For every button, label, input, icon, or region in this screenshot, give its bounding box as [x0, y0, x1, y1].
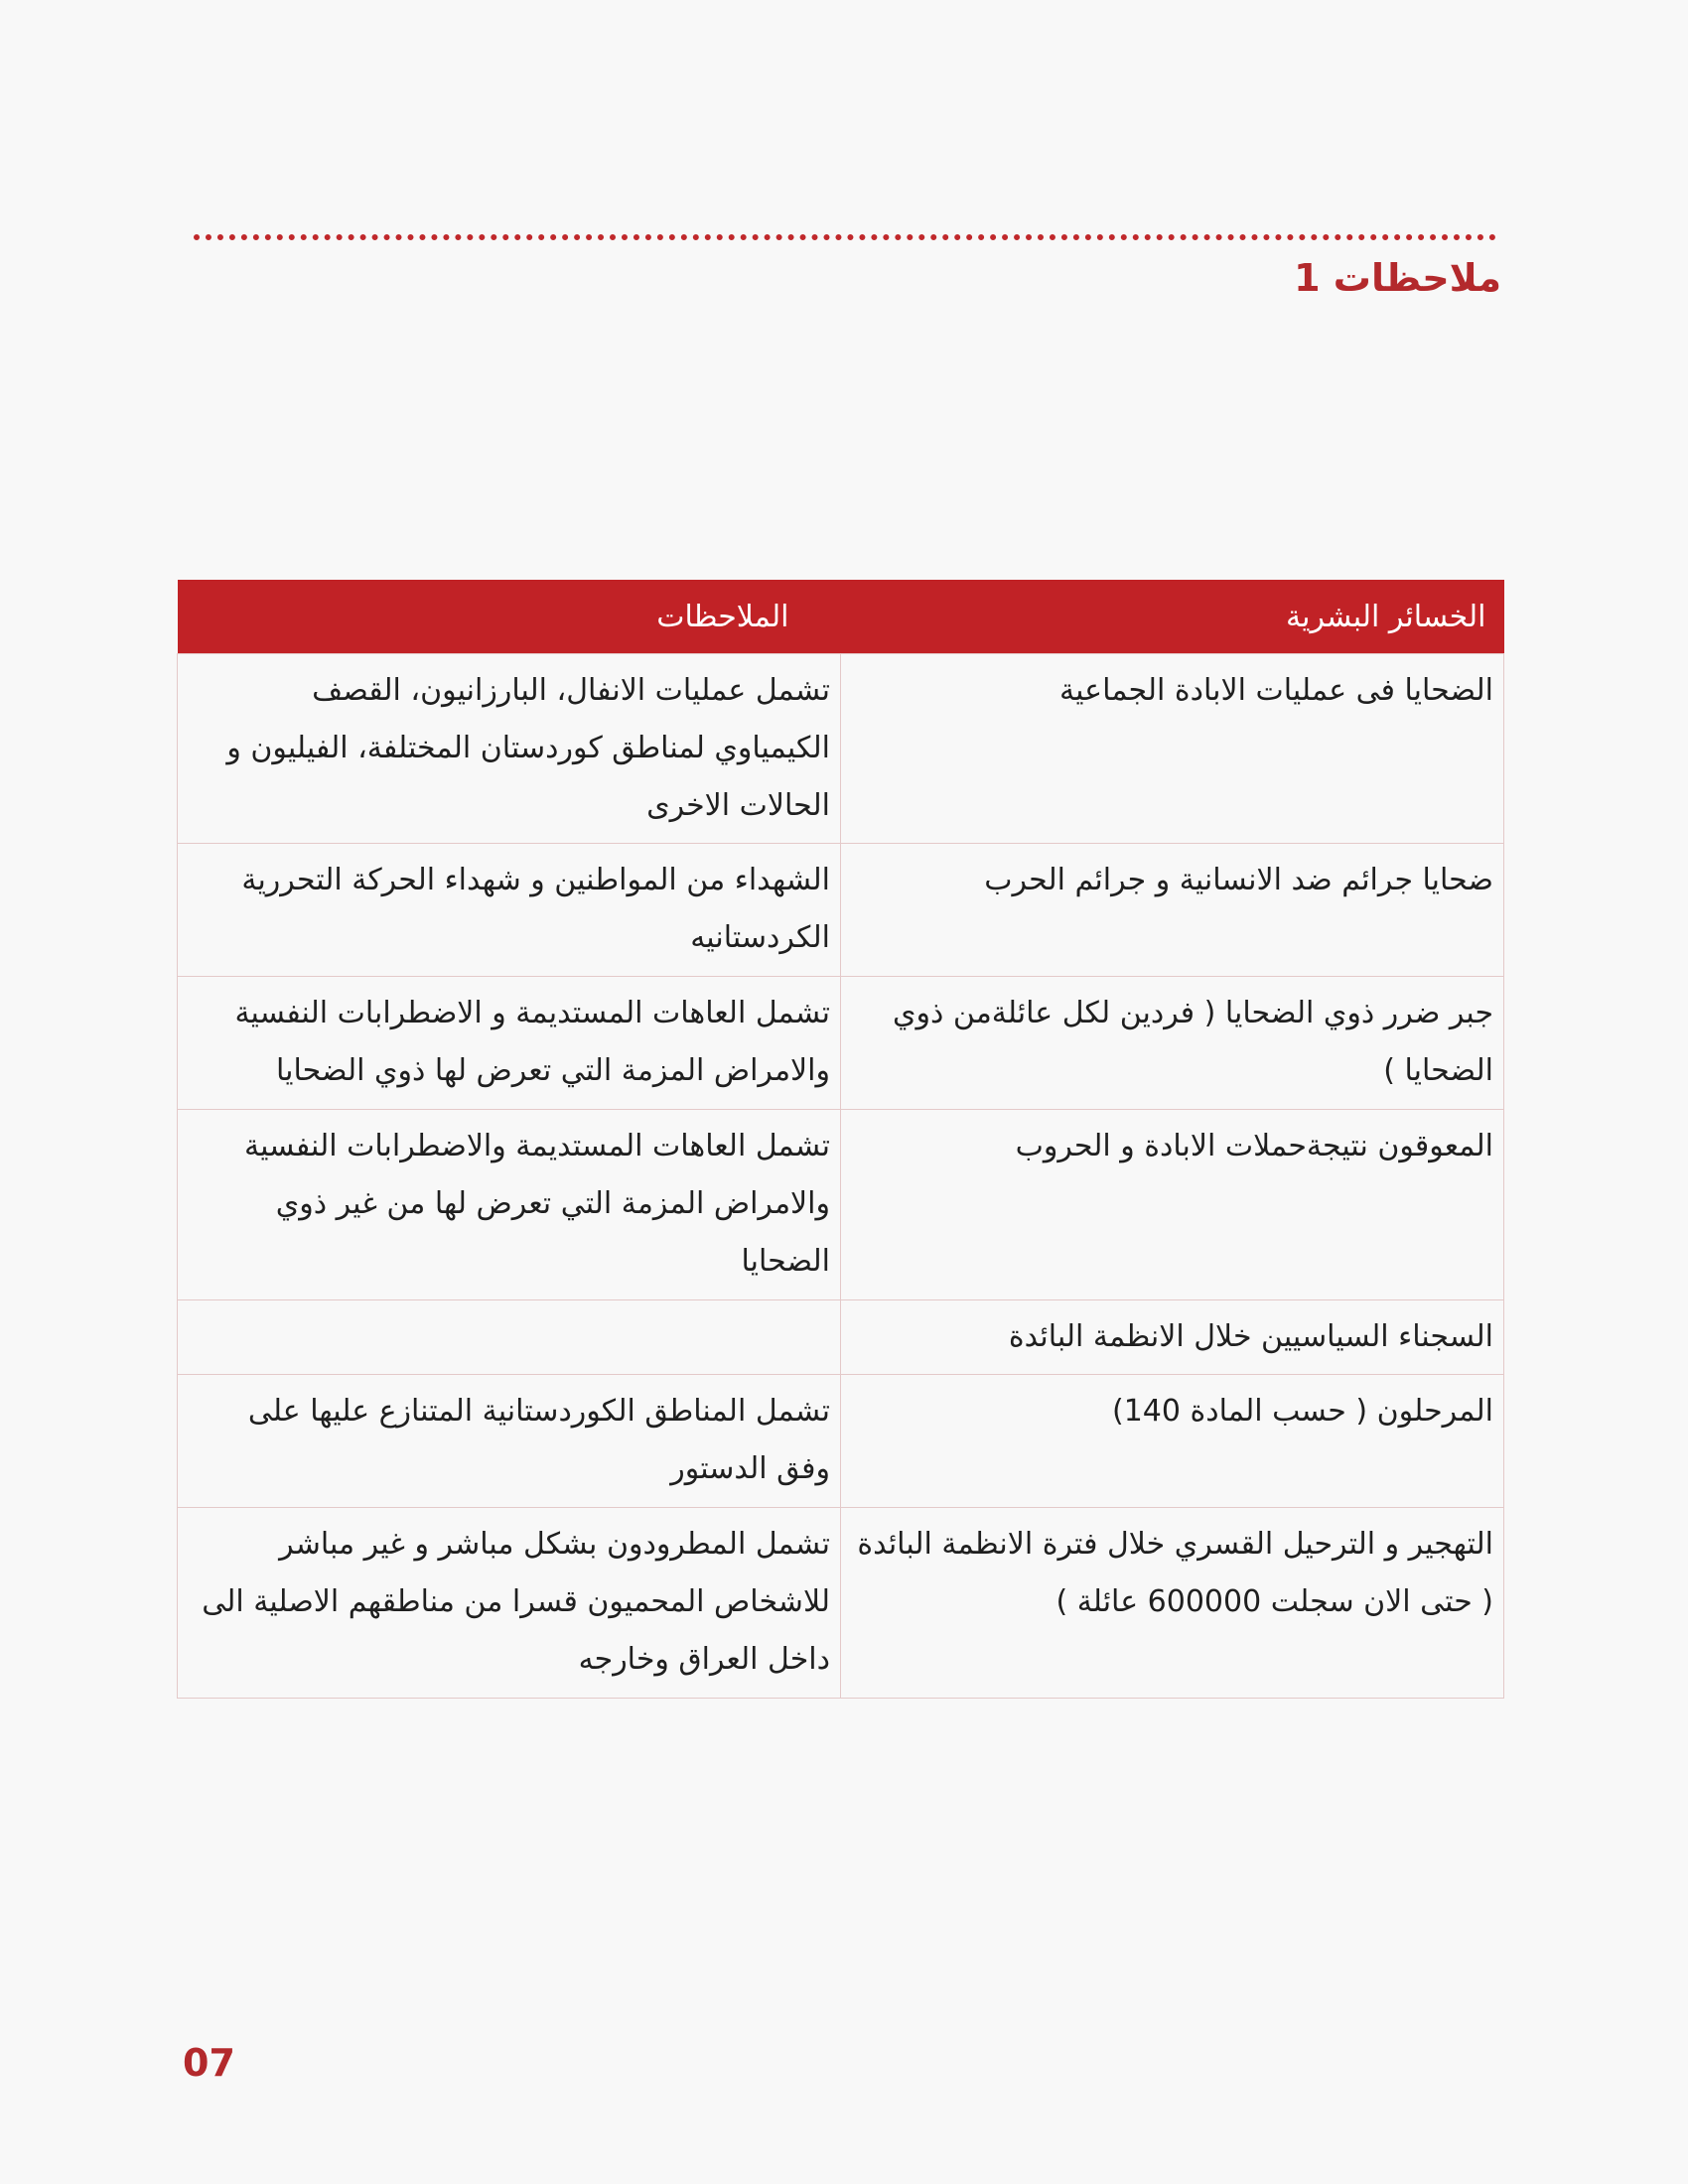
column-header-losses: الخسائر البشرية — [841, 580, 1504, 654]
loss-cell: الضحايا فى عمليات الابادة الجماعية — [841, 654, 1504, 844]
note-cell: تشمل المطرودون بشكل مباشر و غير مباشر للاشخاص المحميون قسرا من مناطقهم الاصلية الى داخل العراق وخارجه — [178, 1508, 841, 1699]
note-cell: الشهداء من المواطنين و شهداء الحركة التحررية الكردستانيه — [178, 844, 841, 977]
table-row — [178, 977, 1504, 1110]
note-cell: تشمل المناطق الكوردستانية المتنازع عليها على وفق الدستور — [178, 1375, 841, 1508]
loss-cell: جبر ضرر ذوي الضحايا ( فردين لكل عائلةمن ذوي الضحايا ) — [841, 977, 1504, 1110]
loss-cell: السجناء السياسيين خلال الانظمة البائدة — [841, 1300, 1504, 1375]
table-header-row — [178, 580, 1504, 654]
table-row — [178, 1110, 1504, 1300]
losses-table — [177, 580, 1504, 1699]
table-row — [178, 844, 1504, 977]
column-header-notes: الملاحظات — [178, 580, 841, 654]
table-row — [178, 1300, 1504, 1375]
loss-cell: ضحايا جرائم ضد الانسانية و جرائم الحرب — [841, 844, 1504, 977]
loss-cell: التهجير و الترحيل القسري خلال فترة الانظمة البائدة ( حتى الان سجلت 600000 عائلة ) — [841, 1508, 1504, 1699]
section-title: ملاحظات 1 — [1294, 256, 1501, 300]
note-cell: تشمل عمليات الانفال، البارزانيون، القصف الكيمياوي لمناطق كوردستان المختلفة، الفيليون و الحالات الاخرى — [178, 654, 841, 844]
table-row — [178, 654, 1504, 844]
note-cell — [178, 1300, 841, 1375]
page-number: 07 — [183, 2041, 235, 2085]
losses-table-container — [177, 580, 1503, 1699]
loss-cell: المرحلون ( حسب المادة 140) — [841, 1375, 1504, 1508]
table-row — [178, 1508, 1504, 1699]
note-cell: تشمل العاهات المستديمة و الاضطرابات النفسية والامراض المزمة التي تعرض لها ذوي الضحايا — [178, 977, 841, 1110]
dotted-divider — [194, 234, 1496, 240]
table-row — [178, 1375, 1504, 1508]
loss-cell: المعوقون نتيجةحملات الابادة و الحروب — [841, 1110, 1504, 1300]
note-cell: تشمل العاهات المستديمة والاضطرابات النفسية والامراض المزمة التي تعرض لها من غير ذوي الضحايا — [178, 1110, 841, 1300]
